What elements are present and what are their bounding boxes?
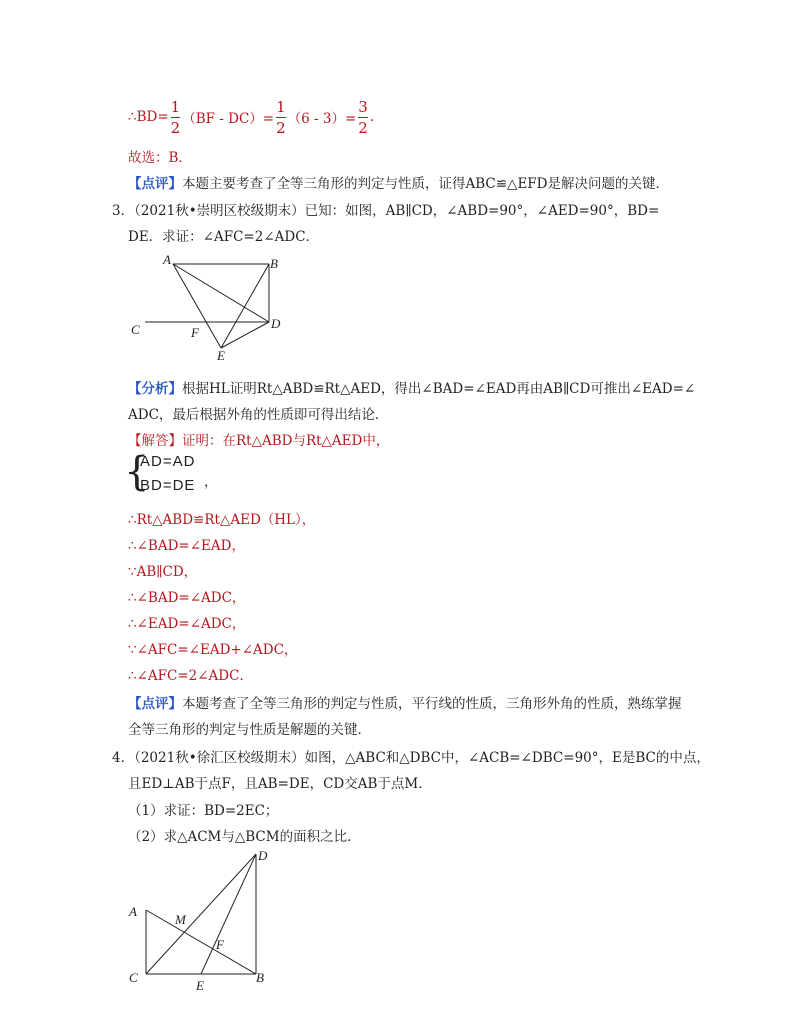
label-d: D	[271, 316, 281, 331]
label-f: F	[216, 937, 224, 952]
solution-step: ∴∠AFC=2∠ADC．	[128, 668, 253, 684]
solution-step: ∴∠EAD=∠ADC，	[128, 616, 246, 632]
formula-end: .	[369, 109, 375, 125]
system-eq-2: BD=DE	[140, 477, 196, 494]
question-4-part-1: （1）求证：BD=2EC；	[128, 803, 279, 819]
comment-2-line-2: 全等三角形的判定与性质是解题的关键．	[128, 722, 371, 738]
solution-tag: 【解答】	[128, 433, 182, 449]
system-eq-1: AD=AD	[140, 453, 196, 470]
segment-cd	[146, 854, 256, 974]
analysis-line-1	[128, 377, 695, 397]
solution-intro	[128, 429, 389, 449]
comment-2-text-1: 本题考查了全等三角形的判定与性质，平行线的性质，三角形外角的性质，熟练掌握	[182, 696, 682, 712]
question-4-part-2: （2）求△ACM与△BCM的面积之比．	[128, 829, 361, 845]
solution-step: ∴∠BAD=∠ADC，	[128, 590, 246, 606]
analysis-tag: 【分析】	[128, 381, 182, 397]
formula-line	[128, 92, 374, 142]
comment-text: 本题主要考查了全等三角形的判定与性质，证得ABC≌△EFD是解决问题的关键．	[182, 176, 669, 192]
solution-step: ∵∠AFC=∠EAD+∠ADC，	[128, 642, 298, 658]
label-c: C	[129, 970, 138, 985]
fraction-2: $\frac{1}{2}$	[276, 97, 286, 137]
comment-2-line-1	[128, 692, 682, 712]
question-3-line-1: 3．（2021秋•崇明区校级期末）已知：如图，AB∥CD，∠ABD=90°，∠AED=90°，BD=	[112, 203, 660, 219]
formula-expr-2: （6 - 3）=	[287, 111, 357, 127]
formula-therefore: ∴BD=	[128, 109, 169, 125]
label-a: A	[163, 252, 171, 267]
solution-step: ∵AB∥CD，	[128, 564, 198, 580]
segment-ad	[173, 264, 269, 322]
label-c: C	[131, 322, 140, 337]
label-m: M	[175, 912, 186, 927]
comment-2-tag: 【点评】	[128, 696, 182, 712]
segment-ab	[146, 910, 256, 974]
label-e: E	[196, 978, 204, 993]
figure-q3	[125, 248, 295, 368]
formula-expr-1: （BF - DC）=	[182, 111, 275, 127]
analysis-line-2: ADC，最后根据外角的性质即可得出结论．	[128, 407, 389, 423]
comment-1	[128, 172, 669, 192]
fraction-3: $\frac{3}{2}$	[358, 97, 368, 137]
system-brace: {	[124, 449, 150, 495]
figure-q4	[122, 846, 282, 996]
question-3-line-2: DE．求证：∠AFC=2∠ADC．	[128, 229, 320, 245]
label-b: B	[256, 970, 264, 985]
label-d: D	[258, 848, 268, 863]
label-f: F	[191, 325, 199, 340]
label-b: B	[270, 256, 278, 271]
solution-intro-text: 证明：在Rt△ABD与Rt△AED中，	[182, 433, 390, 449]
question-4-line-2: 且ED⊥AB于点F，且AB=DE，CD交AB于点M．	[128, 776, 432, 792]
answer-choice: 故选：B．	[128, 150, 192, 166]
solution-step: ∴∠BAD=∠EAD，	[128, 538, 245, 554]
fraction-1: $\frac{1}{2}$	[170, 97, 181, 137]
system-comma: ，	[204, 474, 218, 490]
question-4-line-1: 4．（2021秋•徐汇区校级期末）如图，△ABC和△DBC中，∠ACB=∠DBC=90°，E是BC的中点，	[112, 750, 710, 766]
label-a: A	[129, 904, 137, 919]
segment-ed	[201, 854, 256, 974]
analysis-text-1: 根据HL证明Rt△ABD≌Rt△AED，得出∠BAD=∠EAD再由AB∥CD可推出∠EAD=∠	[182, 381, 696, 397]
label-e: E	[217, 348, 225, 363]
comment-tag: 【点评】	[128, 176, 182, 192]
solution-step: ∴Rt△ABD≌Rt△AED（HL），	[128, 512, 316, 528]
